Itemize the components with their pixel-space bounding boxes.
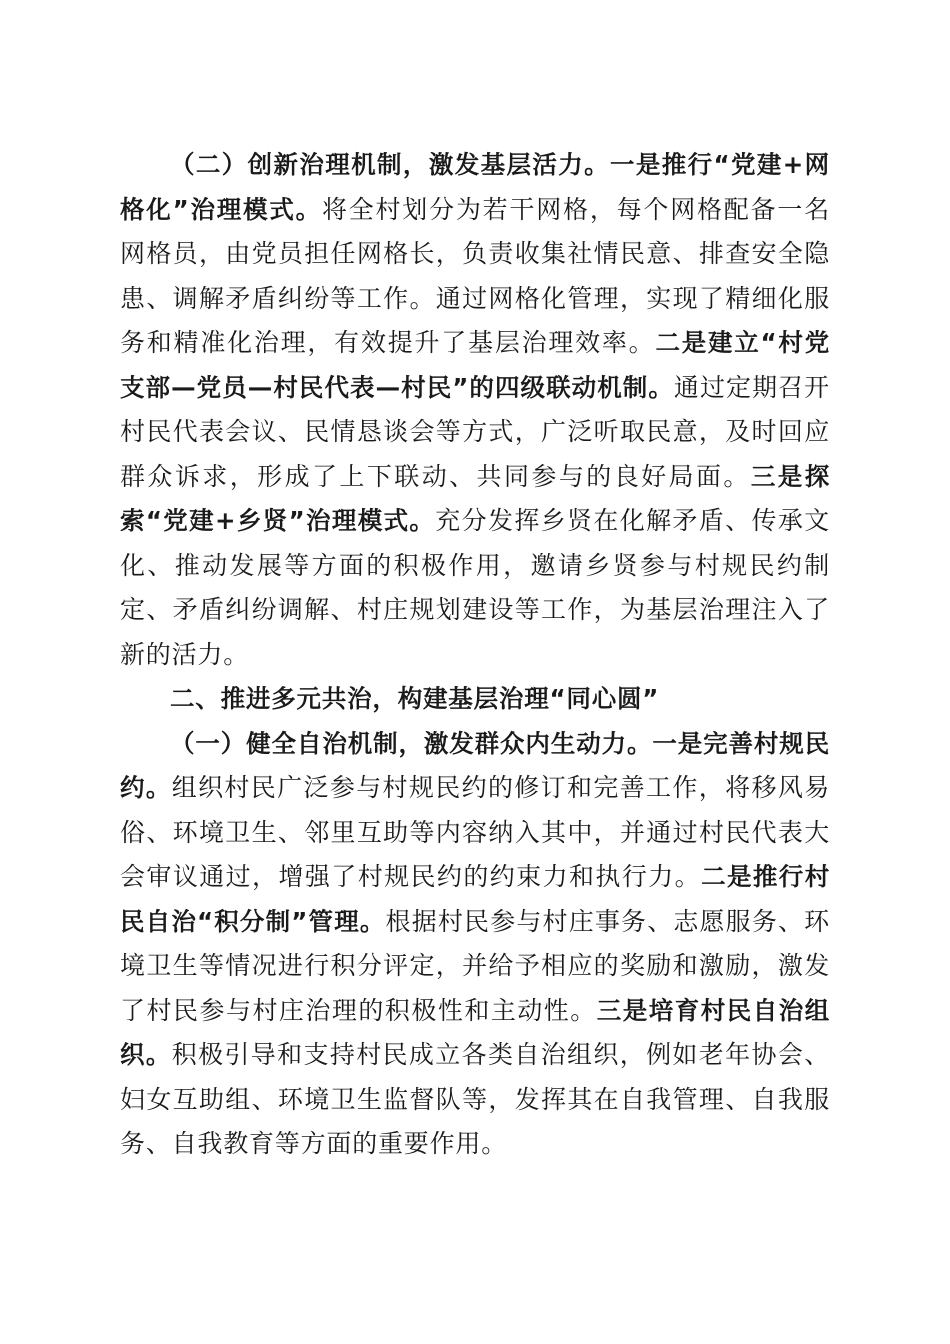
point-title: 三是培育村民自治组织。: [120, 995, 831, 1069]
point-text: 根据村民参与村庄事务、志愿服务、环境卫生等情况进行积分评定，并给予相应的奖励和激励，激发了村民参与村庄治理的积极性和主动性。: [120, 906, 830, 1025]
point-title: 二是建立“村党支部—党员—村民代表—村民”的四级联动机制。: [120, 328, 830, 402]
point-text: 将全村划分为若干网格，每个网格配备一名网格员，由党员担任网格长，负责收集社情民意、排查安全隐患、调解矛盾纠纷等工作。通过网格化管理，实现了精细化服务和精准化治理，有效提升了基层治理效率。: [120, 194, 830, 357]
paragraph-self-governance: [120, 722, 830, 1167]
paragraph-lead: （一）健全自治机制，激发群众内生动力。: [170, 728, 653, 758]
point-text: 积极引导和支持村民成立各类自治组织，例如老年协会、妇女互助组、环境卫生监督队等，发挥其在自我管理、自我服务、自我教育等方面的重要作用。: [120, 1040, 830, 1158]
paragraph-lead: （二）创新治理机制，激发基层活力。: [170, 150, 610, 179]
point-text: 充分发挥乡贤在化解矛盾、传承文化、推动发展等方面的积极作用，邀请乡贤参与村规民约制定、矛盾纠纷调解、村庄规划建设等工作，为基层治理注入了新的活力。: [120, 506, 830, 669]
document-body: [120, 143, 830, 1167]
section-heading: 二、推进多元共治，构建基层治理“同心圆”: [170, 684, 660, 713]
point-title: 二是推行村民自治“积分制”管理。: [120, 862, 831, 936]
paragraph-innovate-governance: [120, 143, 830, 677]
point-title: 一是完善村规民约。: [120, 728, 830, 802]
point-title: 三是探索“党建+乡贤”治理模式。: [120, 461, 830, 535]
point-title: 一是推行“党建+网格化”治理模式。: [120, 150, 830, 224]
point-text: 组织村民广泛参与村规民约的修订和完善工作，将移风易俗、环境卫生、邻里互助等内容纳入其中，并通过村民代表大会审议通过，增强了村规民约的约束力和执行力。: [120, 773, 830, 891]
point-text: 通过定期召开村民代表会议、民情恳谈会等方式，广泛听取民意，及时回应群众诉求，形成了上下联动、共同参与的良好局面。: [120, 372, 830, 491]
